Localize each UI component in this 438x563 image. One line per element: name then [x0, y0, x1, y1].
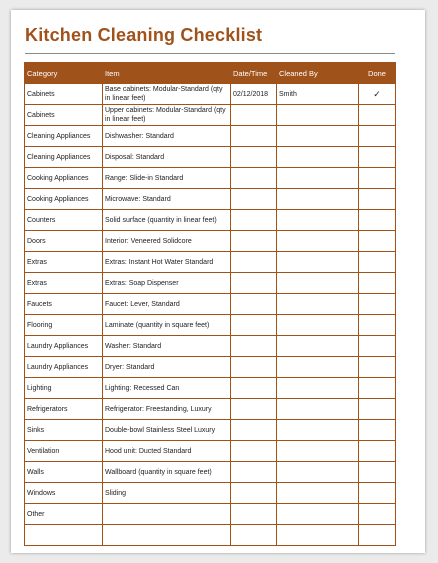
cell-cleaned-by[interactable] — [277, 189, 359, 210]
cell-category: Extras — [25, 252, 103, 273]
cell-date-time[interactable] — [231, 420, 277, 441]
cell-date-time[interactable] — [231, 189, 277, 210]
table-row — [25, 399, 396, 420]
table-row — [25, 378, 396, 399]
cell-date-time[interactable] — [231, 273, 277, 294]
cell-category: Faucets — [25, 294, 103, 315]
cell-cleaned-by[interactable] — [277, 525, 359, 546]
cell-date-time[interactable] — [231, 525, 277, 546]
cell-cleaned-by[interactable] — [277, 420, 359, 441]
table-row — [25, 504, 396, 525]
cell-cleaned-by[interactable] — [277, 105, 359, 126]
cell-category: Cleaning Appliances — [25, 126, 103, 147]
table-row — [25, 189, 396, 210]
cell-done[interactable] — [359, 357, 396, 378]
table-row — [25, 126, 396, 147]
cell-cleaned-by[interactable] — [277, 357, 359, 378]
cell-cleaned-by[interactable] — [277, 483, 359, 504]
cell-date-time[interactable] — [231, 294, 277, 315]
cell-done[interactable] — [359, 378, 396, 399]
cell-cleaned-by[interactable] — [277, 168, 359, 189]
cell-done[interactable] — [359, 105, 396, 126]
cell-item: Washer: Standard — [103, 336, 231, 357]
cell-cleaned-by[interactable] — [277, 210, 359, 231]
header-done: Done — [359, 63, 396, 84]
cell-category: Cabinets — [25, 84, 103, 105]
cell-item: Dryer: Standard — [103, 357, 231, 378]
cell-done[interactable] — [359, 315, 396, 336]
cell-category: Windows — [25, 483, 103, 504]
cell-category: Lighting — [25, 378, 103, 399]
cell-done[interactable] — [359, 210, 396, 231]
cell-item: Base cabinets: Modular-Standard (qty in linear feet) — [103, 84, 231, 105]
cell-item: Disposal: Standard — [103, 147, 231, 168]
cell-item: Faucet: Lever, Standard — [103, 294, 231, 315]
cell-date-time[interactable] — [231, 126, 277, 147]
table-row — [25, 336, 396, 357]
cell-category: Extras — [25, 273, 103, 294]
cell-done[interactable] — [359, 294, 396, 315]
cell-category: Other — [25, 504, 103, 525]
table-row — [25, 525, 396, 546]
cell-cleaned-by[interactable] — [277, 462, 359, 483]
cell-done[interactable] — [359, 168, 396, 189]
table-row — [25, 84, 396, 105]
cell-category: Sinks — [25, 420, 103, 441]
table-row — [25, 168, 396, 189]
cell-category: Cooking Appliances — [25, 168, 103, 189]
cell-date-time[interactable] — [231, 483, 277, 504]
cell-done[interactable] — [359, 189, 396, 210]
cell-item: Extras: Instant Hot Water Standard — [103, 252, 231, 273]
table-row — [25, 273, 396, 294]
table-row — [25, 441, 396, 462]
table-row — [25, 483, 396, 504]
cell-done[interactable] — [359, 483, 396, 504]
title-divider — [25, 53, 395, 54]
header-date-time: Date/Time — [231, 63, 277, 84]
cell-category: Cabinets — [25, 105, 103, 126]
cell-cleaned-by[interactable]: Smith — [277, 84, 359, 105]
table-row — [25, 252, 396, 273]
cell-date-time[interactable] — [231, 336, 277, 357]
page-title: Kitchen Cleaning Checklist — [25, 25, 263, 45]
cell-item — [103, 504, 231, 525]
cell-cleaned-by[interactable] — [277, 252, 359, 273]
cell-category: Cooking Appliances — [25, 189, 103, 210]
cell-date-time[interactable] — [231, 252, 277, 273]
table-row — [25, 462, 396, 483]
cell-item: Wallboard (quantity in square feet) — [103, 462, 231, 483]
cell-date-time[interactable]: 02/12/2018 — [231, 84, 277, 105]
cell-done[interactable] — [359, 336, 396, 357]
cell-item: Sliding — [103, 483, 231, 504]
cell-category: Refrigerators — [25, 399, 103, 420]
table-header-row — [25, 63, 396, 84]
cell-category: Flooring — [25, 315, 103, 336]
cell-cleaned-by[interactable] — [277, 126, 359, 147]
table-row — [25, 210, 396, 231]
cell-category: Ventilation — [25, 441, 103, 462]
cell-date-time[interactable] — [231, 399, 277, 420]
cell-date-time[interactable] — [231, 504, 277, 525]
cell-date-time[interactable] — [231, 357, 277, 378]
table-row — [25, 420, 396, 441]
cell-done[interactable] — [359, 252, 396, 273]
table-row — [25, 357, 396, 378]
cell-cleaned-by[interactable] — [277, 378, 359, 399]
cell-category — [25, 525, 103, 546]
cell-date-time[interactable] — [231, 210, 277, 231]
cell-done[interactable] — [359, 399, 396, 420]
cell-done[interactable] — [359, 504, 396, 525]
cell-item: Refrigerator: Freestanding, Luxury — [103, 399, 231, 420]
cell-date-time[interactable] — [231, 168, 277, 189]
cell-category: Walls — [25, 462, 103, 483]
cell-cleaned-by[interactable] — [277, 315, 359, 336]
cell-item: Lighting: Recessed Can — [103, 378, 231, 399]
table-row — [25, 231, 396, 252]
cell-item: Double-bowl Stainless Steel Luxury — [103, 420, 231, 441]
header-cleaned-by: Cleaned By — [277, 63, 359, 84]
cell-cleaned-by[interactable] — [277, 231, 359, 252]
cell-cleaned-by[interactable] — [277, 294, 359, 315]
cell-date-time[interactable] — [231, 462, 277, 483]
header-category: Category — [25, 63, 103, 84]
cell-item: Hood unit: Ducted Standard — [103, 441, 231, 462]
cell-item — [103, 525, 231, 546]
cell-item: Dishwasher: Standard — [103, 126, 231, 147]
cell-item: Solid surface (quantity in linear feet) — [103, 210, 231, 231]
cell-done[interactable] — [359, 525, 396, 546]
cell-cleaned-by[interactable] — [277, 399, 359, 420]
cell-done[interactable] — [359, 462, 396, 483]
cell-item: Microwave: Standard — [103, 189, 231, 210]
cell-cleaned-by[interactable] — [277, 504, 359, 525]
cell-cleaned-by[interactable] — [277, 336, 359, 357]
cell-category: Cleaning Appliances — [25, 147, 103, 168]
cell-category: Laundry Appliances — [25, 336, 103, 357]
cell-date-time[interactable] — [231, 441, 277, 462]
cell-done[interactable] — [359, 441, 396, 462]
cell-category: Counters — [25, 210, 103, 231]
table-row — [25, 147, 396, 168]
checklist-table — [24, 62, 396, 546]
table-row — [25, 105, 396, 126]
cell-done[interactable] — [359, 126, 396, 147]
cell-date-time[interactable] — [231, 147, 277, 168]
table-row — [25, 315, 396, 336]
table-row — [25, 294, 396, 315]
cell-category: Laundry Appliances — [25, 357, 103, 378]
cell-done[interactable] — [359, 147, 396, 168]
cell-cleaned-by[interactable] — [277, 273, 359, 294]
cell-cleaned-by[interactable] — [277, 147, 359, 168]
cell-done[interactable] — [359, 231, 396, 252]
cell-done[interactable] — [359, 420, 396, 441]
cell-item: Interior: Veneered Solidcore — [103, 231, 231, 252]
cell-date-time[interactable] — [231, 378, 277, 399]
cell-item: Laminate (quantity in square feet) — [103, 315, 231, 336]
cell-date-time[interactable] — [231, 105, 277, 126]
cell-date-time[interactable] — [231, 231, 277, 252]
cell-item: Range: Slide-in Standard — [103, 168, 231, 189]
cell-done[interactable] — [359, 273, 396, 294]
cell-done[interactable]: ✓ — [359, 84, 396, 105]
cell-category: Doors — [25, 231, 103, 252]
cell-item: Extras: Soap Dispenser — [103, 273, 231, 294]
header-item: Item — [103, 63, 231, 84]
cell-cleaned-by[interactable] — [277, 441, 359, 462]
cell-date-time[interactable] — [231, 315, 277, 336]
cell-item: Upper cabinets: Modular-Standard (qty in linear feet) — [103, 105, 231, 126]
